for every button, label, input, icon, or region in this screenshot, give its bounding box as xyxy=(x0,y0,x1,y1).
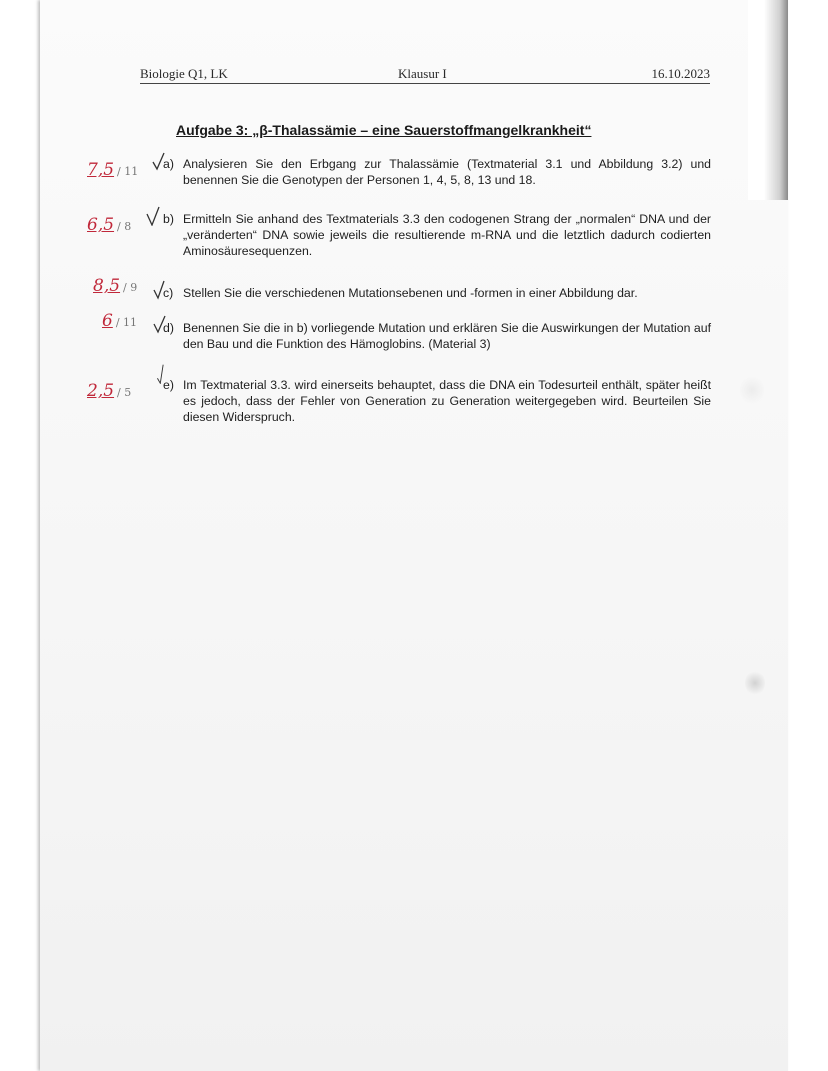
score-b-max: / 8 xyxy=(117,220,132,233)
score-a-points: 7,5 xyxy=(87,160,115,180)
task-e xyxy=(163,377,711,425)
header-date: 16.10.2023 xyxy=(651,66,710,81)
score-e-max: / 5 xyxy=(117,386,132,399)
header-course: Biologie Q1, LK xyxy=(140,66,228,81)
task-b xyxy=(163,211,711,259)
score-d xyxy=(102,311,137,331)
score-e xyxy=(87,381,131,401)
scan-smudge xyxy=(740,375,764,405)
task-d xyxy=(163,320,711,352)
page-corner-shadow xyxy=(748,0,788,200)
task-e-letter: e) xyxy=(163,378,174,392)
task-c-letter: c) xyxy=(163,286,174,300)
check-mark-icon xyxy=(146,206,160,226)
task-d-text: Benennen Sie die in b) vorliegende Mutation und erklären Sie die Auswirkungen der Mutation auf den Bau und die Funktion des Hämoglobins. (Material 3) xyxy=(183,321,711,351)
task-c-text: Stellen Sie die verschiedenen Mutationsebenen und -formen in einer Abbildung dar. xyxy=(183,286,638,300)
score-d-points: 6 xyxy=(102,311,113,331)
task-e-text: Im Textmaterial 3.3. wird einerseits behauptet, dass die DNA ein Todesurteil enthält, später heißt es jedoch, dass der Fehler von Generation zu Generation weitergegeben wird. Beurteilen Sie diesen Widerspruch. xyxy=(183,378,711,424)
task-a-text: Analysieren Sie den Erbgang zur Thalassämie (Textmaterial 3.1 und Abbildung 3.2) und benennen Sie die Genotypen der Personen 1, 4, 5, 8, 13 und 18. xyxy=(183,157,711,187)
header-exam: Klausur I xyxy=(398,66,447,81)
score-c-max: / 9 xyxy=(123,281,138,294)
score-a-max: / 11 xyxy=(117,165,139,178)
score-b-points: 6,5 xyxy=(87,215,115,235)
score-e-points: 2,5 xyxy=(87,381,115,401)
task-a xyxy=(163,156,711,188)
task-b-letter: b) xyxy=(163,212,174,226)
task-a-letter: a) xyxy=(163,157,174,171)
score-b xyxy=(87,215,131,235)
score-c xyxy=(93,276,137,296)
scan-smudge xyxy=(745,670,765,696)
score-c-points: 8,5 xyxy=(93,276,121,296)
task-c xyxy=(163,285,711,301)
score-d-max: / 11 xyxy=(115,316,138,329)
scan-background xyxy=(0,0,40,1071)
header-rule xyxy=(140,83,710,84)
task-title: Aufgabe 3: „β-Thalassämie – eine Sauerstoffmangelkrankheit“ xyxy=(176,122,592,138)
task-b-text: Ermitteln Sie anhand des Textmaterials 3.3 den codogenen Strang der „normalen“ DNA und der „veränderten“ DNA sowie jeweils die resultierende m-RNA und die letztlich dadurch codierten Aminosäuresequenzen. xyxy=(183,212,711,258)
score-a xyxy=(87,160,138,180)
task-d-letter: d) xyxy=(163,321,174,335)
page-header xyxy=(140,64,710,86)
